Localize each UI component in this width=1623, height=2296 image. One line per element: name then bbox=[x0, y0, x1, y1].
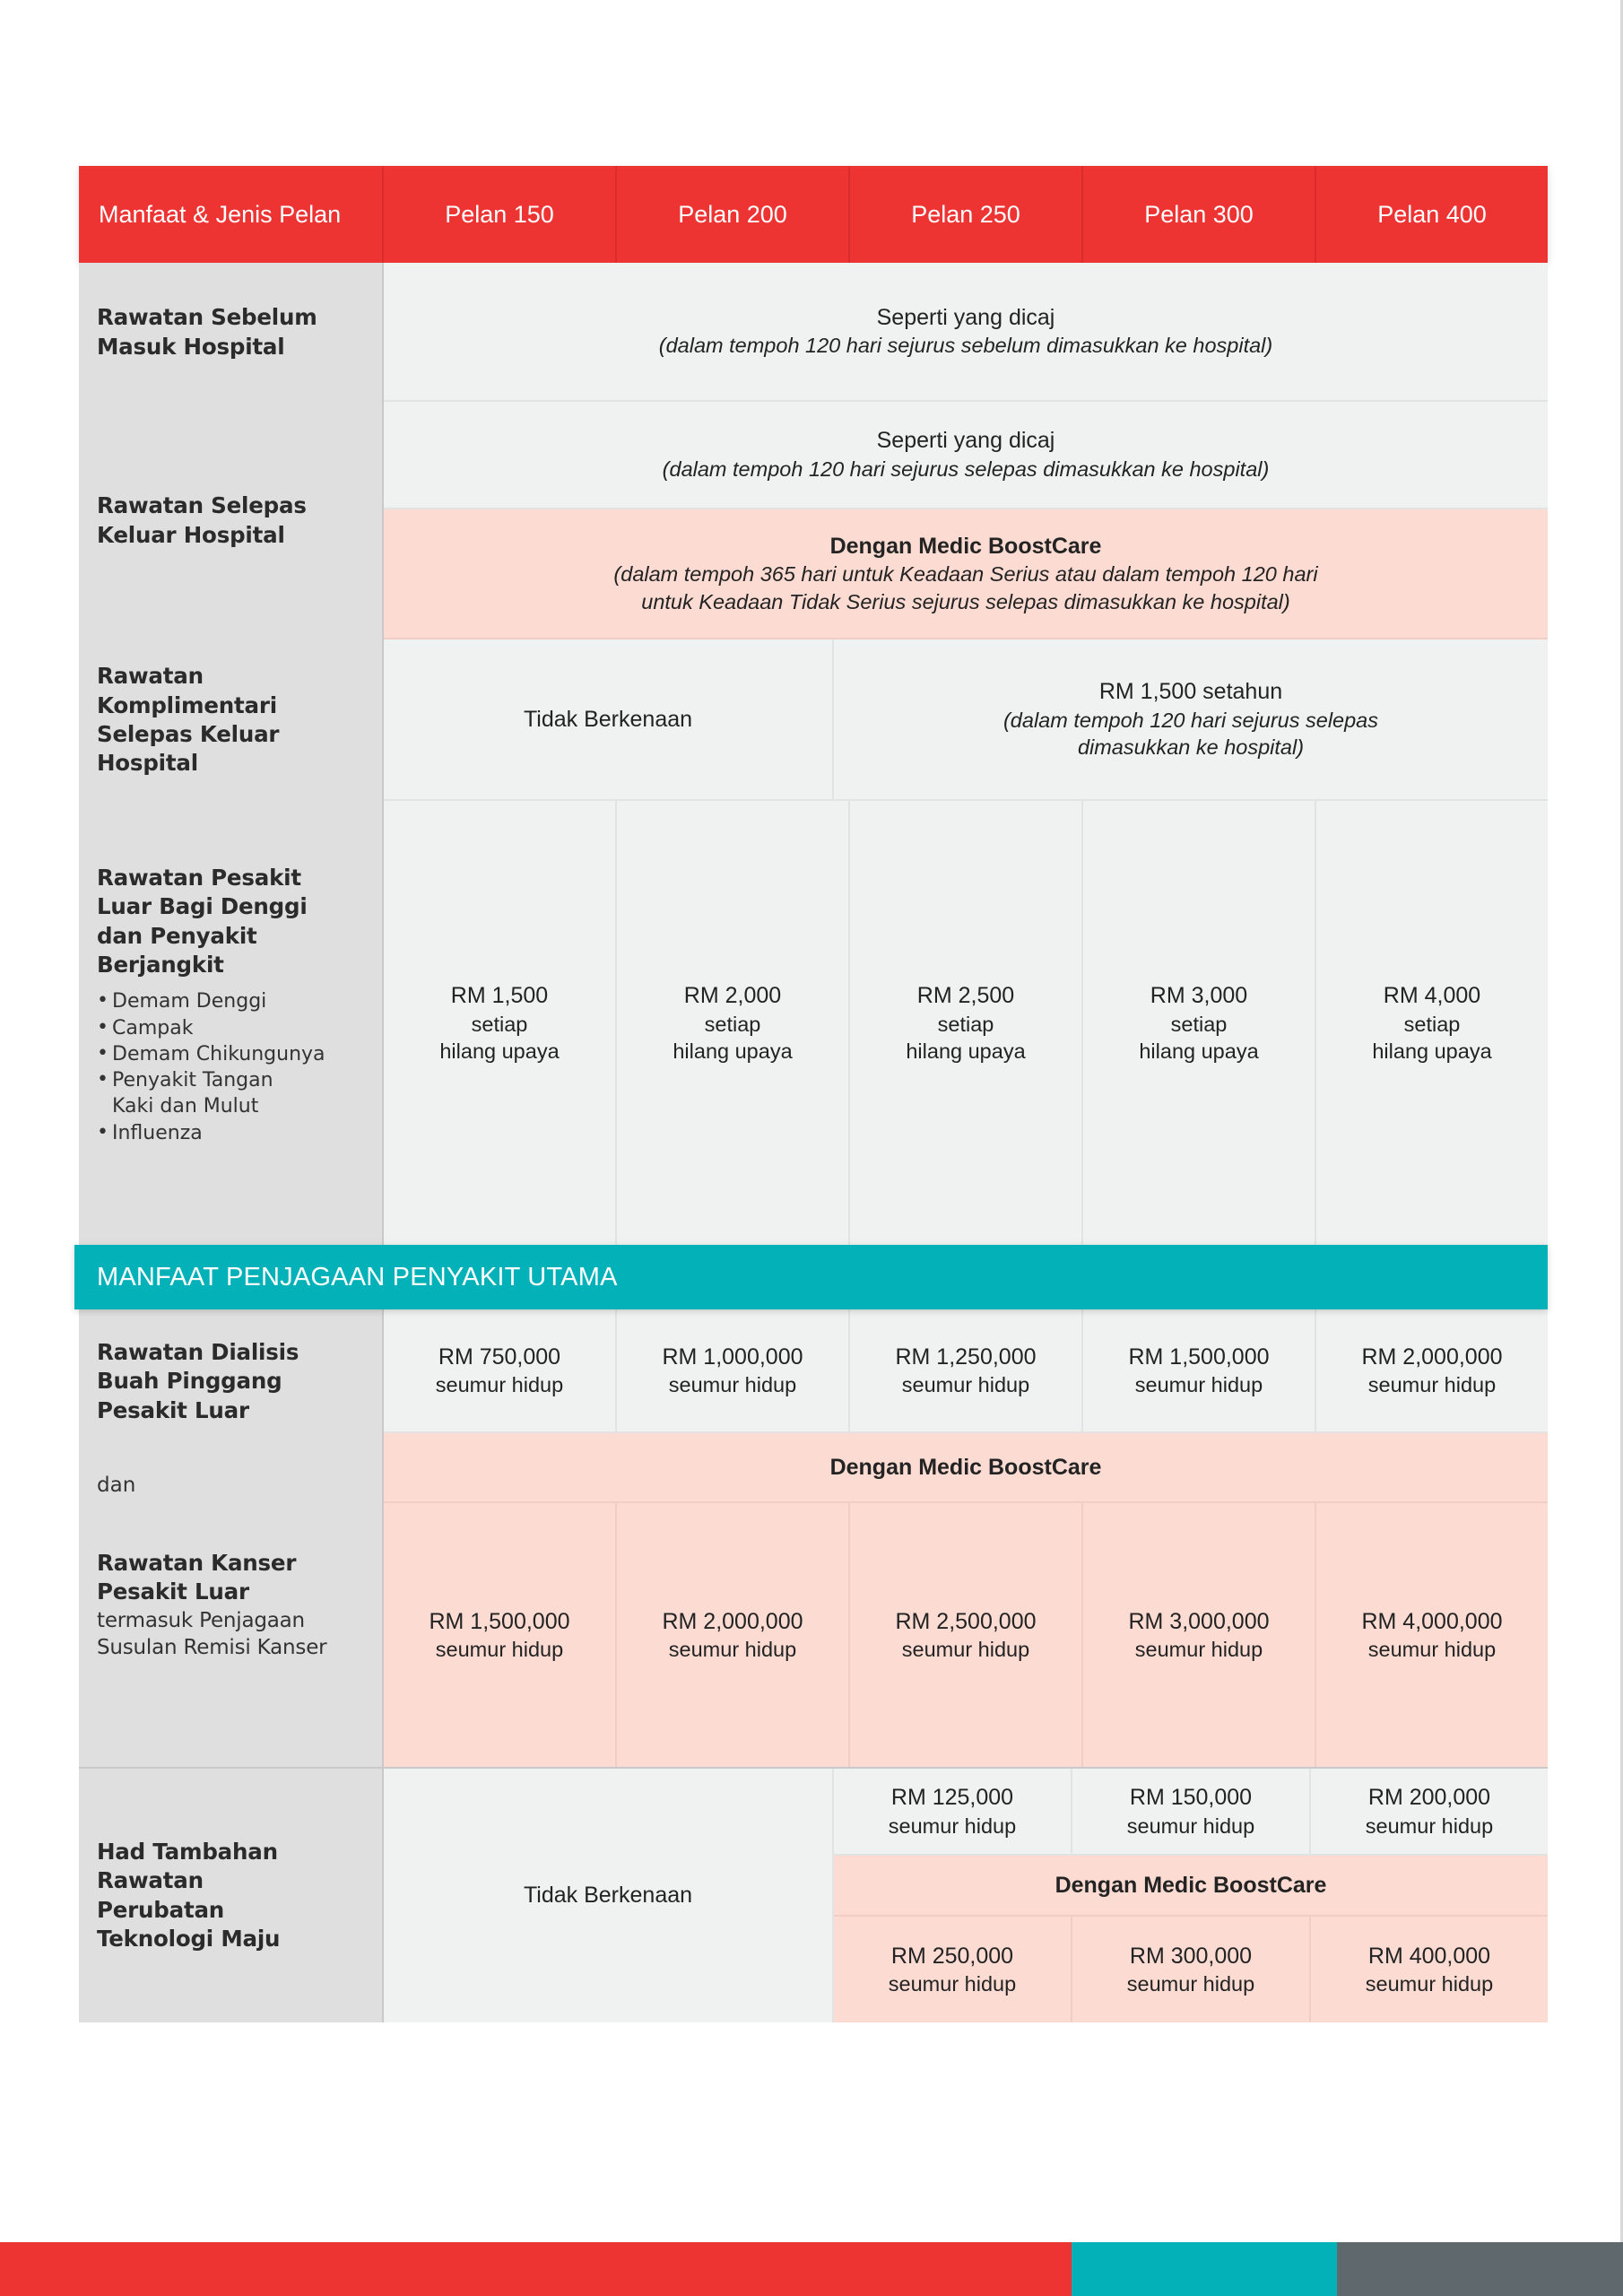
value-cell-plan-400 bbox=[1316, 1503, 1548, 1767]
value-amount: RM 1,500 bbox=[450, 983, 549, 1009]
row-label-line: Rawatan Pesakit bbox=[97, 865, 301, 891]
value-cell-plan-400 bbox=[1316, 801, 1548, 1245]
value-note: seumur hidup bbox=[1134, 1638, 1263, 1662]
table-row-post-hospital bbox=[79, 402, 1548, 639]
value-note: (dalam tempoh 120 hari sejurus sebelum dimasukkan ke hospital) bbox=[658, 334, 1273, 358]
value-note: (dalam tempoh 120 hari sejurus selepas dimasukkan ke hospital) bbox=[662, 457, 1270, 481]
header-benefit-label: Manfaat & Jenis Pelan bbox=[99, 200, 342, 228]
row-label-advanced-tech bbox=[79, 1769, 384, 2022]
row-values-dialysis-cancer bbox=[384, 1309, 1548, 1767]
value-note-line: dimasukkan ke hospital) bbox=[1077, 735, 1305, 760]
value-amount: RM 1,000,000 bbox=[662, 1344, 803, 1370]
value-cell-plan-200 bbox=[617, 801, 850, 1245]
header-plan-label: Pelan 150 bbox=[445, 200, 554, 228]
footer-segment-teal bbox=[1072, 2242, 1337, 2296]
value-cell-plan-250 bbox=[850, 1309, 1083, 1433]
list-item: • Influenza bbox=[97, 1120, 364, 1146]
value-cell-plan-250 bbox=[850, 1503, 1083, 1767]
row-label-sub-line: termasuk Penjagaan bbox=[97, 1608, 305, 1632]
row-values-pre-hospital bbox=[384, 263, 1548, 402]
value-amount: RM 4,000 bbox=[1383, 983, 1481, 1009]
value-amount: RM 2,500 bbox=[916, 983, 1015, 1009]
value-note: seumur hidup bbox=[435, 1373, 564, 1397]
row-label-line: Masuk Hospital bbox=[97, 333, 285, 360]
value-note: seumur hidup bbox=[1126, 1813, 1255, 1838]
boostcare-title: Dengan Medic BoostCare bbox=[829, 533, 1102, 559]
value-amount: RM 200,000 bbox=[1367, 1785, 1491, 1811]
header-cell-benefit bbox=[79, 166, 384, 263]
value-note: seumur hidup bbox=[1134, 1373, 1263, 1397]
value-amount: RM 150,000 bbox=[1129, 1785, 1253, 1811]
row-label-line: Berjangkit bbox=[97, 951, 224, 978]
row-label-line: Rawatan Dialisis bbox=[97, 1339, 299, 1365]
boost-value-cell-plan-400 bbox=[1311, 1917, 1548, 2022]
value-note: seumur hidup bbox=[1365, 1972, 1494, 1996]
boostcare-band-cancer bbox=[384, 1433, 1548, 1503]
boostcare-band-advanced-tech bbox=[834, 1856, 1548, 1917]
boostcare-title: Dengan Medic BoostCare bbox=[1055, 1872, 1327, 1898]
value-amount: RM 750,000 bbox=[438, 1344, 561, 1370]
value-amount: RM 2,000 bbox=[683, 983, 782, 1009]
row-label-complimentary bbox=[79, 639, 384, 801]
value-note: seumur hidup bbox=[901, 1373, 1030, 1397]
boostcare-note-line: (dalam tempoh 365 hari untuk Keadaan Serius atau dalam tempoh 120 hari bbox=[613, 562, 1318, 587]
value-cell-plan-300 bbox=[1083, 801, 1316, 1245]
header-cell-plan-200 bbox=[617, 166, 850, 263]
header-plan-label: Pelan 300 bbox=[1144, 200, 1254, 228]
value-amount: RM 2,000,000 bbox=[1361, 1344, 1503, 1370]
value-note-line: setiap bbox=[937, 1012, 994, 1036]
row-values-post-hospital bbox=[384, 402, 1548, 639]
row-label-line: Hospital bbox=[97, 750, 198, 777]
row-label-connector: dan bbox=[97, 1473, 136, 1497]
row-label-line: Rawatan bbox=[97, 663, 204, 690]
value-note-line: (dalam tempoh 120 hari sejurus selepas bbox=[1002, 708, 1378, 732]
table-row-dialysis-and-cancer bbox=[79, 1309, 1548, 1767]
header-cell-plan-400 bbox=[1316, 166, 1548, 263]
row-label-line: Pesakit Luar bbox=[97, 1578, 249, 1605]
row-label-line: Rawatan Kanser bbox=[97, 1549, 297, 1576]
row-label-line: Pesakit Luar bbox=[97, 1396, 249, 1423]
value-note-line: hilang upaya bbox=[1372, 1039, 1492, 1063]
section-banner-label: MANFAAT PENJAGAAN PENYAKIT UTAMA bbox=[97, 1262, 618, 1292]
value-note: seumur hidup bbox=[668, 1638, 797, 1662]
list-item: • Demam Denggi bbox=[97, 988, 364, 1014]
value-amount: RM 3,000,000 bbox=[1128, 1608, 1270, 1634]
table-header-row bbox=[79, 166, 1548, 263]
value-cell-plan-400 bbox=[1311, 1769, 1548, 1856]
row-label-line: Rawatan bbox=[97, 1867, 204, 1894]
row-label-line: Rawatan Sebelum bbox=[97, 304, 317, 331]
value-amount: RM 1,250,000 bbox=[895, 1344, 1037, 1370]
benefits-comparison-table bbox=[79, 166, 1548, 2022]
value-cell-plan-300 bbox=[1083, 1309, 1316, 1433]
covered-diseases-list bbox=[97, 988, 364, 1146]
value-cell-all-plans bbox=[384, 263, 1548, 402]
value-cell-plan-300 bbox=[1072, 1769, 1311, 1856]
value-amount: RM 250,000 bbox=[890, 1943, 1014, 1969]
value-cell-plan-150 bbox=[384, 801, 617, 1245]
row-values-outpatient-dengue bbox=[384, 801, 1548, 1245]
list-item: • Penyakit Tangan bbox=[97, 1067, 364, 1093]
value-not-applicable: Tidak Berkenaan bbox=[523, 706, 693, 732]
value-note: seumur hidup bbox=[1367, 1373, 1497, 1397]
row-label-line: Luar Bagi Denggi bbox=[97, 893, 308, 920]
value-note-line: setiap bbox=[471, 1012, 528, 1036]
value-amount: RM 3,000 bbox=[1150, 983, 1248, 1009]
row-label-line: Perubatan bbox=[97, 1896, 225, 1923]
value-note: seumur hidup bbox=[901, 1638, 1030, 1662]
value-note-line: hilang upaya bbox=[1139, 1039, 1259, 1063]
value-cell-all-plans bbox=[384, 402, 1548, 509]
row-label-line: Komplimentari bbox=[97, 691, 277, 718]
value-cell-plan-150 bbox=[384, 1503, 617, 1767]
row-label-dialysis-cancer bbox=[79, 1309, 384, 1767]
value-cell-plans-150-200 bbox=[384, 1769, 834, 2022]
value-amount: RM 400,000 bbox=[1367, 1943, 1491, 1969]
footer-segment-gray bbox=[1337, 2242, 1623, 2296]
row-label-sub-line: Susulan Remisi Kanser bbox=[97, 1636, 327, 1659]
value-cell-plan-300 bbox=[1083, 1503, 1316, 1767]
value-cell-plans-250-400 bbox=[834, 639, 1548, 801]
row-label-pre-hospital bbox=[79, 263, 384, 402]
value-note: seumur hidup bbox=[1365, 1813, 1494, 1838]
value-note-line: setiap bbox=[1403, 1012, 1461, 1036]
value-note-line: setiap bbox=[704, 1012, 761, 1036]
value-amount: RM 2,000,000 bbox=[662, 1608, 803, 1634]
row-values-advanced-tech bbox=[384, 1769, 1548, 2022]
value-note: seumur hidup bbox=[888, 1972, 1017, 1996]
value-amount: RM 4,000,000 bbox=[1361, 1608, 1503, 1634]
footer-color-bar bbox=[0, 2242, 1623, 2296]
table-row-outpatient-dengue bbox=[79, 801, 1548, 1245]
value-main: RM 1,500 setahun bbox=[1098, 679, 1283, 705]
row-label-line: dan Penyakit bbox=[97, 922, 257, 949]
list-item: • Demam Chikungunya bbox=[97, 1041, 364, 1067]
value-note-line: setiap bbox=[1170, 1012, 1228, 1036]
value-note: seumur hidup bbox=[888, 1813, 1017, 1838]
row-label-line: Keluar Hospital bbox=[97, 521, 285, 548]
row-label-line: Buah Pinggang bbox=[97, 1368, 282, 1395]
boost-value-cell-plan-300 bbox=[1072, 1917, 1311, 2022]
header-cell-plan-150 bbox=[384, 166, 617, 263]
list-item-continuation: Kaki dan Mulut bbox=[112, 1095, 259, 1118]
value-note-line: hilang upaya bbox=[439, 1039, 560, 1063]
value-main: Seperti yang dicaj bbox=[876, 428, 1055, 454]
row-label-line: Had Tambahan bbox=[97, 1838, 278, 1865]
section-banner-critical-illness bbox=[74, 1245, 1548, 1309]
value-amount: RM 1,500,000 bbox=[429, 1608, 570, 1634]
row-label-line: Selepas Keluar bbox=[97, 721, 280, 747]
value-cell-plan-400 bbox=[1316, 1309, 1548, 1433]
value-cell-plan-200 bbox=[617, 1309, 850, 1433]
value-main: Seperti yang dicaj bbox=[876, 304, 1055, 330]
value-amount: RM 300,000 bbox=[1129, 1943, 1253, 1969]
advanced-tech-right-block bbox=[834, 1769, 1548, 2022]
row-label-post-hospital bbox=[79, 402, 384, 639]
row-label-outpatient-dengue bbox=[79, 801, 384, 1245]
boostcare-title: Dengan Medic BoostCare bbox=[829, 1454, 1102, 1480]
table-row-complimentary bbox=[79, 639, 1548, 801]
header-plan-label: Pelan 400 bbox=[1377, 200, 1487, 228]
value-cell-plan-250 bbox=[834, 1769, 1072, 1856]
value-amount: RM 2,500,000 bbox=[895, 1608, 1037, 1634]
row-values-complimentary bbox=[384, 639, 1548, 801]
row-label-line: Rawatan Selepas bbox=[97, 492, 307, 519]
value-amount: RM 125,000 bbox=[890, 1785, 1014, 1811]
header-plan-label: Pelan 250 bbox=[911, 200, 1020, 228]
header-cell-plan-250 bbox=[850, 166, 1083, 263]
header-plan-label: Pelan 200 bbox=[678, 200, 787, 228]
value-amount: RM 1,500,000 bbox=[1128, 1344, 1270, 1370]
value-cell-plan-250 bbox=[850, 801, 1083, 1245]
row-label-line: Teknologi Maju bbox=[97, 1925, 281, 1952]
header-cell-plan-300 bbox=[1083, 166, 1316, 263]
boostcare-cell-post-hospital bbox=[384, 509, 1548, 639]
boost-value-cell-plan-250 bbox=[834, 1917, 1072, 2022]
value-note: seumur hidup bbox=[1126, 1972, 1255, 1996]
value-note: seumur hidup bbox=[668, 1373, 797, 1397]
value-note-line: hilang upaya bbox=[673, 1039, 793, 1063]
value-cell-plans-150-200 bbox=[384, 639, 834, 801]
value-note: seumur hidup bbox=[435, 1638, 564, 1662]
value-note: seumur hidup bbox=[1367, 1638, 1497, 1662]
value-cell-plan-150 bbox=[384, 1309, 617, 1433]
footer-segment-red bbox=[0, 2242, 1072, 2296]
table-row-pre-hospital bbox=[79, 263, 1548, 402]
boostcare-note-line: untuk Keadaan Tidak Serius sejurus selepas dimasukkan ke hospital) bbox=[641, 589, 1290, 613]
value-not-applicable: Tidak Berkenaan bbox=[523, 1883, 693, 1909]
value-cell-plan-200 bbox=[617, 1503, 850, 1767]
table-row-advanced-tech bbox=[79, 1767, 1548, 2022]
value-note-line: hilang upaya bbox=[906, 1039, 1026, 1063]
list-item: • Campak bbox=[97, 1015, 364, 1041]
